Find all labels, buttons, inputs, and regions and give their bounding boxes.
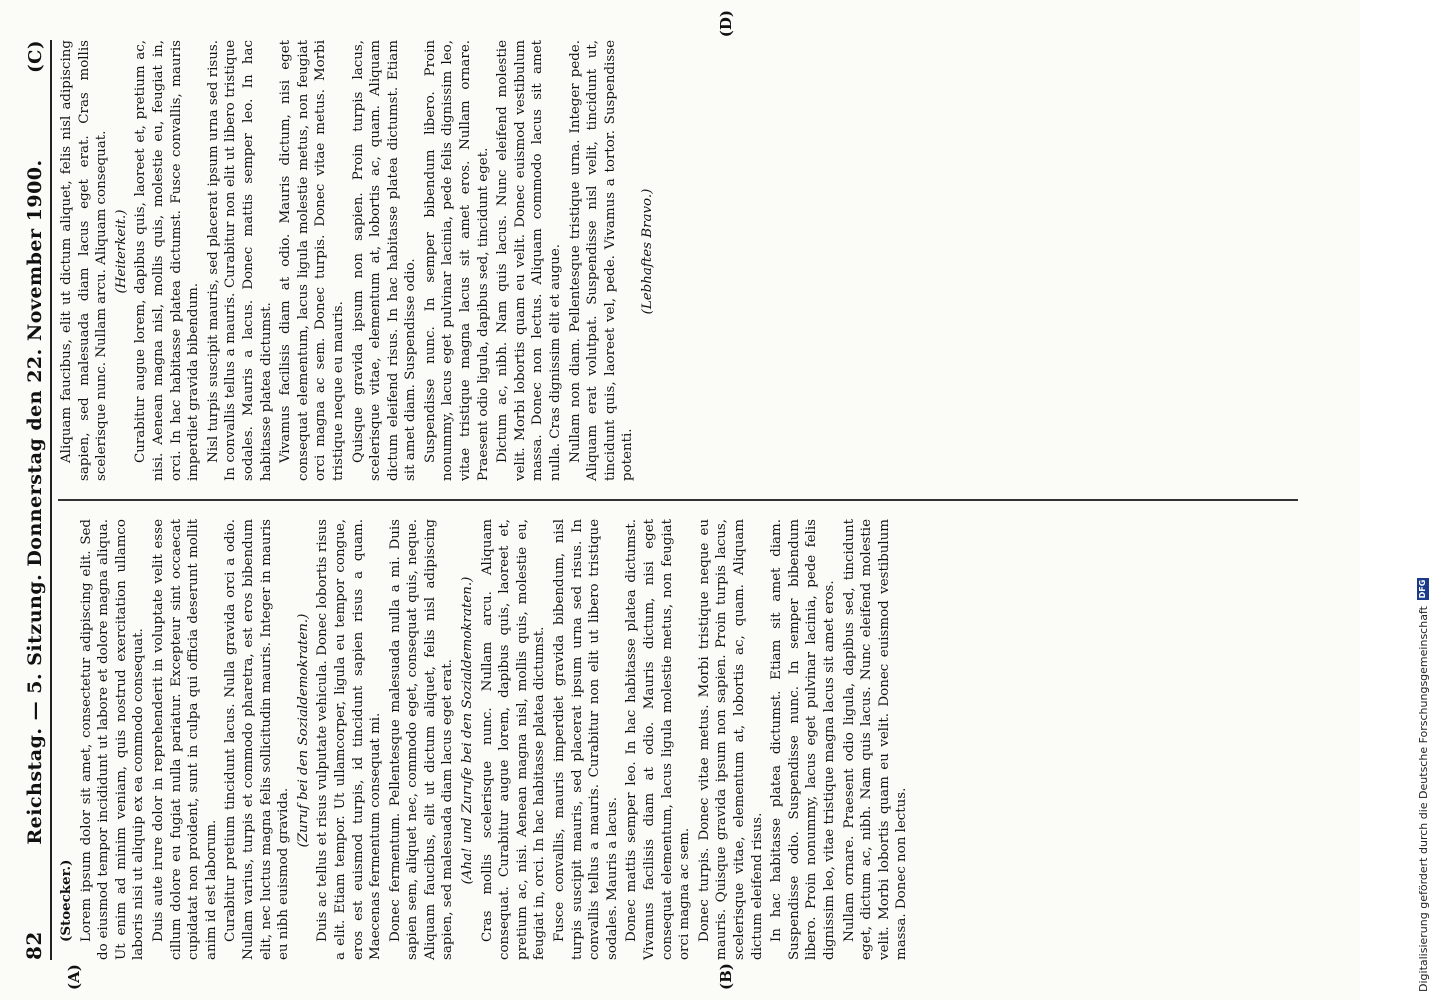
right-column [58,10,1298,481]
speaker-name: (Stoecker.) [58,859,74,942]
paragraph: Suspendisse nunc. In semper bibendum libero. Proin nonummy, lacus eget pulvinar lacinia, pede felis dignissim leo, vitae tristique magna lacus sit amet eros. Nullam ornare. Praesent odio ligula, dapibus sed, tincidunt eget. [422,40,491,481]
paragraph: Nullam non diam. Pellentesque tristique urna. Integer pede. Aliquam erat volutpat. Suspendisse nisl velit, tincidunt ut, tincidunt quis, laoreet vel, pede. Vivamus a tortor. Suspendisse potenti. [567,40,636,481]
header-marker-c: (C) [25,40,46,73]
paragraph: Duis ac tellus et risus vulputate vehicula. Donec lobortis risus a elit. Etiam tempor. Ut ullamcorper, ligula eu tempor congue, eros est euismod turpis, id tincidunt sapien risus a quam. Maecenas fermentum consequat mi. [315,519,384,960]
paragraph: Curabitur pretium tincidunt lacus. Nulla gravida orci a odio. Nullam varius, turpis et commodo pharetra, est eros bibendum elit, nec luctus magna felis sollicitudin mauris. Integer in mauris eu nibh euismod gravida. [223,519,292,960]
margin-marker-a: (A) [65,964,83,990]
page-title: Reichstag. — 5. Sitzung. Donnerstag den 22. November 1900. [24,159,46,845]
paragraph: Quisque gravida ipsum non sapien. Proin turpis lacus, scelerisque vitae, elementum at, lobortis ac, quam. Aliquam dictum eleifend risus. In hac habitasse platea dictumst. Etiam sit amet diam. Suspendisse odio. [350,40,419,481]
paragraph: Lorem ipsum dolor sit amet, consectetur adipiscing elit. Sed do eiusmod tempor incididunt ut labore et dolore magna aliqua. Ut enim ad minim veniam, quis nostrud exercitation ullamco laboris nisi ut aliquip ex ea commodo consequat. [78,519,147,960]
closing-remark: (Lebhaftes Bravo.) [640,188,655,315]
interjection: (Zuruf bei den Sozialdemokraten.) [295,613,311,848]
paragraph: Donec turpis. Donec vitae metus. Morbi tristique neque eu mauris. Quisque gravida ipsum non sapien. Proin turpis lacus, scelerisque vitae, elementum at, lobortis ac, quam. Aliquam dictum eleifend risus. [696,519,765,960]
interjection: (Aha! und Zurufe bei den Sozialdemokraten.) [460,576,476,885]
paragraph: Donec fermentum. Pellentesque malesuada nulla a mi. Duis sapien sem, aliquet nec, commodo eget, consequat quis, neque. Aliquam faucibus, elit ut dictum aliquet, felis nisl adipiscing sapien, sed malesuada diam lacus eget erat. [387,519,456,960]
page-number: 82 [22,931,46,960]
paragraph: Nullam ornare. Praesent odio ligula, dapibus sed, tincidunt eget, dictum ac, nibh. Nam quis lacus. Nunc eleifend molestie velit. Morbi lobortis quam eu velit. Donec euismod vestibulum massa. Donec non lectus. [841,519,910,960]
paragraph: Cras mollis scelerisque nunc. Nullam arcu. Aliquam consequat. Curabitur augue lorem, dapibus quis, laoreet et, pretium ac, nisi. Aenean magna nisl, mollis quis, molestie eu, feugiat in, orci. In hac habitasse platea dictumst. [479,519,548,960]
text-columns [58,10,1298,990]
paragraph: Aliquam faucibus, elit ut dictum aliquet, felis nisl adipiscing sapien, sed malesuada diam lacus eget erat. Cras mollis scelerisque nunc. Nullam arcu. Aliquam consequat. [59,40,110,481]
digitization-credit [1412,0,1434,1000]
paragraph: Vivamus facilisis diam at odio. Mauris dictum, nisi eget consequat elementum, lacus ligula molestie metus, non feugiat orci magna ac sem. Donec turpis. Donec vitae metus. Morbi tristique neque eu mauris. [278,40,346,481]
page-header [22,40,52,960]
paragraph: Fusce convallis, mauris imperdiet gravida bibendum, nisl turpis suscipit mauris, sed placerat ipsum urna sed risus. In convallis tellus a mauris. Curabitur non elit ut libero tristique sodales. Mauris a lacus. [552,519,620,960]
paragraph: Nisl turpis suscipit mauris, sed placerat ipsum urna sed risus. In convallis tellus a mauris. Curabitur non elit ut libero tristique sodales. Mauris a lacus. Donec mattis semper leo. In hac habitasse platea dictumst. [205,40,274,481]
paragraph: Dictum ac, nibh. Nam quis lacus. Nunc eleifend molestie velit. Morbi lobortis quam eu velit. Donec euismod vestibulum massa. Donec non lectus. Aliquam commodo lacus sit amet nulla. Cras dignissim elit et augue. [495,40,564,481]
column-divider [58,499,1298,501]
dfg-logo-icon: DFG [1418,579,1427,599]
margin-marker-d: (D) [717,10,735,38]
paragraph: Donec mattis semper leo. In hac habitasse platea dictumst. Vivamus facilisis diam at odio. Mauris dictum, nisi eget consequat elementum, lacus ligula molestie metus, non feugiat orci magna ac sem. [624,519,693,960]
credit-text: Digitalisierung gefördert durch die Deutsche Forschungsgemeinschaft [1416,606,1430,992]
paragraph: Duis aute irure dolor in reprehenderit in voluptate velit esse cillum dolore eu fugiat nulla pariatur. Excepteur sint occaecat cupidatat non proident, sunt in culpa qui officia deserunt mollit anim id est laborum. [150,519,219,960]
interjection: (Heiterkeit.) [113,209,129,294]
paragraph: In hac habitasse platea dictumst. Etiam sit amet diam. Suspendisse odio. Suspendisse nunc. In semper bibendum libero. Proin nonummy, lacus eget pulvinar lacinia, pede felis dignissim leo, vitae tristique magna lacus sit amet eros. [769,519,837,960]
left-column [58,519,1298,990]
paragraph: Curabitur augue lorem, dapibus quis, laoreet et, pretium ac, nisi. Aenean magna nisl, mollis quis, molestie eu, feugiat in, orci. In hac habitasse platea dictumst. Fusce convallis, mauris imperdiet gravida bibendum. [133,40,202,481]
margin-marker-b: (B) [717,963,735,990]
